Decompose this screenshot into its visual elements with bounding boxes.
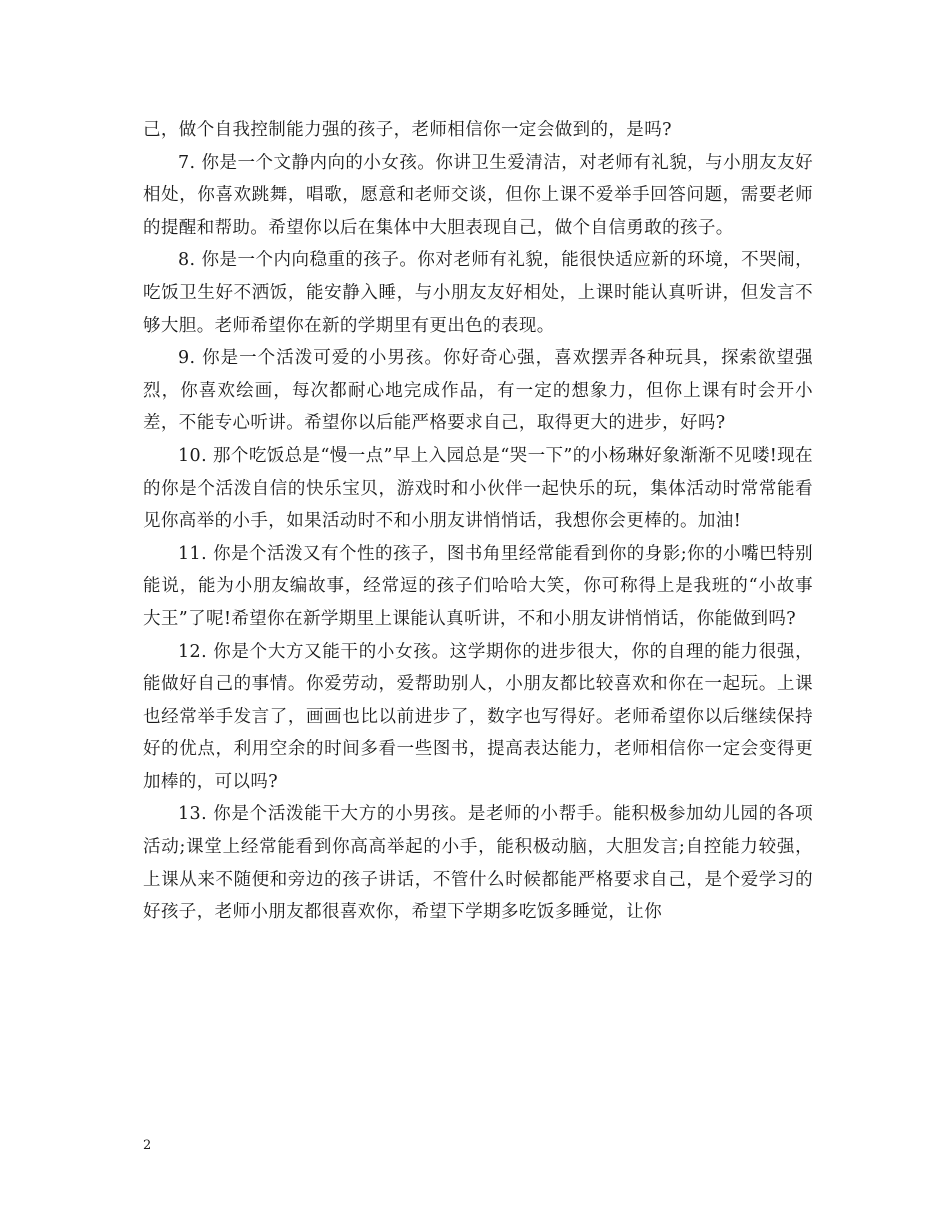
document-body: [143, 114, 813, 929]
paragraph-item-12: 12. 你是个大方又能干的小女孩。这学期你的进步很大，你的自理的能力很强，能做好自己的事情。你爱劳动，爱帮助别人，小朋友都比较喜欢和你在一起玩。上课也经常举手发言了，画画也比以前进步了，数字也写得好。老师希望你以后继续保持好的优点，利用空余的时间多看一些图书，提高表达能力，老师相信你一定会变得更加棒的，可以吗?: [143, 641, 813, 792]
paragraph-item-10: 10. 那个吃饭总是“慢一点”早上入园总是“哭一下”的小杨琳好象渐渐不见喽!现在的你是个活泼自信的快乐宝贝，游戏时和小伙伴一起快乐的玩，集体活动时常常能看见你高举的小手，如果活动时不和小朋友讲悄悄话，我想你会更棒的。加油!: [143, 445, 813, 532]
page-number: 2: [143, 1138, 152, 1153]
paragraph-item-11: 11. 你是个活泼又有个性的孩子，图书角里经常能看到你的身影;你的小嘴巴特别能说，能为小朋友编故事，经常逗的孩子们哈哈大笑，你可称得上是我班的“小故事大王”了呢!希望你在新学期里上课能认真听讲，不和小朋友讲悄悄话，你能做到吗?: [143, 543, 813, 629]
paragraph-item-13: 13. 你是个活泼能干大方的小男孩。是老师的小帮手。能积极参加幼儿园的各项活动;课堂上经常能看到你高高举起的小手，能积极动脑，大胆发言;自控能力较强，上课从来不随便和旁边的孩子讲话，不管什么时候都能严格要求自己，是个爱学习的好孩子，老师小朋友都很喜欢你，希望下学期多吃饭多睡觉，让你: [143, 804, 813, 923]
paragraph-continuation: 己，做个自我控制能力强的孩子，老师相信你一定会做到的，是吗?: [143, 120, 672, 140]
paragraph-item-9: 9. 你是一个活泼可爱的小男孩。你好奇心强，喜欢摆弄各种玩具，探索欲望强烈，你喜欢绘画，每次都耐心地完成作品，有一定的想象力，但你上课有时会开小差，不能专心听讲。希望你以后能严格要求自己，取得更大的进步，好吗?: [143, 348, 813, 434]
paragraph-item-8: 8. 你是一个内向稳重的孩子。你对老师有礼貌，能很快适应新的环境，不哭闹，吃饭卫生好不洒饭，能安静入睡，与小朋友友好相处，上课时能认真听讲，但发言不够大胆。老师希望你在新的学期里有更出色的表现。: [143, 250, 813, 336]
paragraph-item-7: 7. 你是一个文静内向的小女孩。你讲卫生爱清洁，对老师有礼貌，与小朋友友好相处，你喜欢跳舞，唱歌，愿意和老师交谈，但你上课不爱举手回答问题，需要老师的提醒和帮助。希望你以后在集体中大胆表现自己，做个自信勇敢的孩子。: [143, 152, 813, 238]
